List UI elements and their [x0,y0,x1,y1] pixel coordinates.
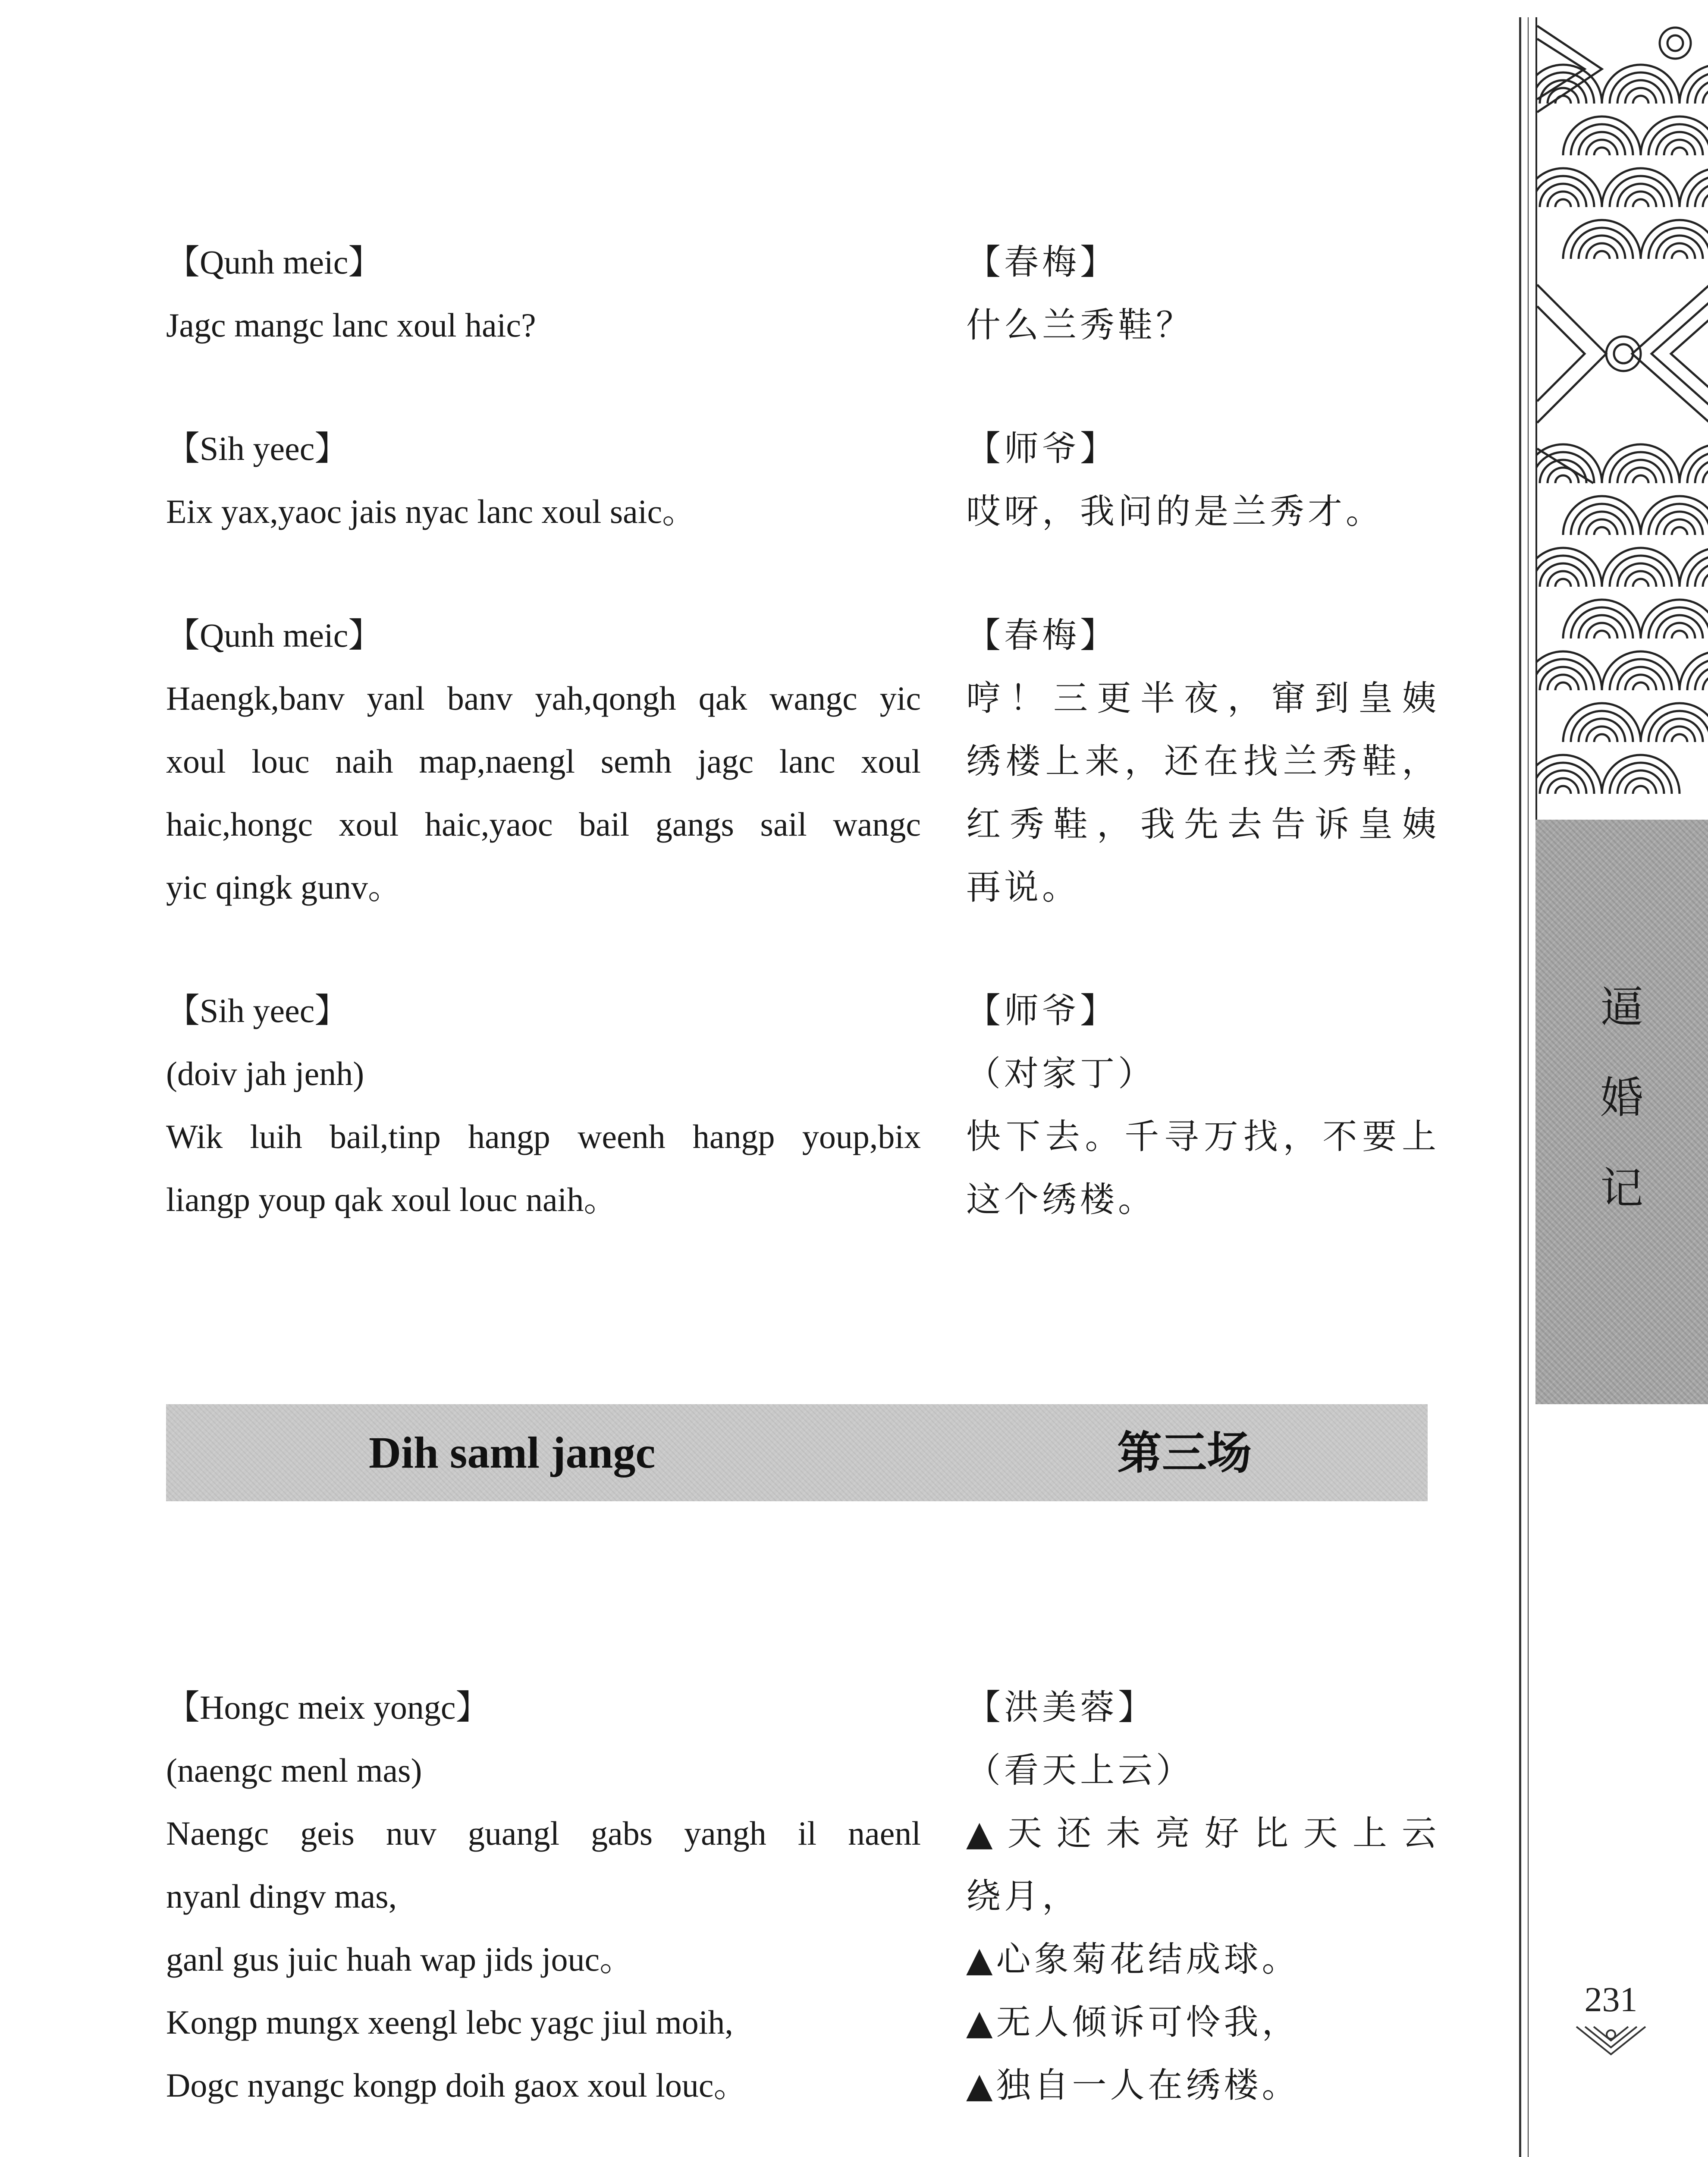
dialogue-block-3-pinyin [166,604,921,919]
dialogue-line: Jagc mangc lanc xoul haic? [166,306,536,344]
dialogue-line: 什么兰秀鞋？ [966,305,1194,345]
lyric-line: ▲心象菊花结成球。 [966,1939,1300,1979]
margin-rule [1519,17,1521,2157]
speaker-label: 【师爷】 [966,990,1118,1031]
stage-direction: （对家丁） [966,1053,1156,1094]
lyric-line: ganl gus juic huah wap jids jouc。 [166,1940,634,1978]
dialogue-line: 哼！三更半夜，窜到皇姨 [966,678,1436,718]
lyric-line: ▲无人倾诉可怜我， [966,2002,1300,2042]
dialogue-line: 快下去。千寻万找，不要上 [966,1116,1436,1157]
dialogue-block-4-pinyin [166,979,921,1231]
scene-title-pinyin: Dih saml jangc [369,1428,656,1478]
dialogue-block-1-chinese [966,231,1436,357]
dialogue-block-5-pinyin [166,1676,921,2117]
wave-pattern-icon [1537,17,1708,820]
dialogue-line: 绣楼上来，还在找兰秀鞋， [966,741,1436,781]
page-number: 231 [1584,1980,1638,2019]
page-ornament-icon [1574,2023,1648,2058]
speaker-label: 【Sih yeec】 [166,430,349,467]
dialogue-line: 这个绣楼。 [966,1179,1156,1220]
lyric-line: Dogc nyangc kongp doih gaox xoul louc。 [166,2066,747,2104]
dialogue-line: Haengk,banv yanl banv yah,qongh qak wangc yic [166,679,921,717]
speaker-label: 【春梅】 [966,615,1118,655]
speaker-label: 【Sih yeec】 [166,992,349,1029]
dialogue-block-2-pinyin [166,417,921,543]
book-title-char: 逼 [1600,982,1643,1032]
lyric-line: nyanl dingv mas, [166,1877,397,1915]
lyric-line: Kongp mungx xeengl lebc yagc jiul moih, [166,2003,733,2041]
dialogue-line: Eix yax,yaoc jais nyac lanc xoul saic。 [166,493,696,530]
speaker-label: 【Qunh meic】 [166,243,382,281]
dialogue-line: 红秀鞋，我先去告诉皇姨 [966,804,1436,844]
speaker-label: 【洪美蓉】 [966,1687,1156,1727]
dialogue-line: haic,hongc xoul haic,yaoc bail gangs sail wangc [166,805,921,843]
decorative-wave-pattern [1535,17,1708,820]
dialogue-block-4-chinese [966,979,1436,1231]
lyric-line: ▲独自一人在绣楼。 [966,2065,1300,2105]
dialogue-line: liangp youp qak xoul louc naih。 [166,1181,618,1218]
dialogue-block-2-chinese [966,417,1436,543]
dialogue-line: xoul louc naih map,naengl semh jagc lanc xoul [166,742,921,780]
book-title-char: 婚 [1600,1072,1643,1123]
lyric-line: ▲天还未亮好比天上云 [966,1813,1436,1853]
book-title-char: 记 [1600,1163,1643,1214]
dialogue-line: 哎呀，我问的是兰秀才。 [966,491,1384,531]
stage-direction: （看天上云） [966,1750,1194,1790]
lyric-line: 绕月， [966,1876,1080,1916]
book-title-vertical [1592,962,1652,1234]
stage-direction: (naengc menl mas) [166,1751,422,1789]
speaker-label: 【春梅】 [966,242,1118,282]
scene-title-chinese: 第三场 [1117,1427,1252,1479]
stage-direction: (doiv jah jenh) [166,1055,364,1092]
dialogue-block-5-chinese [966,1676,1436,2117]
speaker-label: 【Hongc meix yongc】 [166,1688,490,1726]
scene-banner [166,1404,1428,1501]
dialogue-line: Wik luih bail,tinp hangp weenh hangp youp,bix [166,1118,921,1155]
lyric-line: Naengc geis nuv guangl gabs yangh il naenl [166,1814,921,1852]
margin-rule-thin [1528,17,1529,2157]
dialogue-block-3-chinese [966,604,1436,919]
speaker-label: 【Qunh meic】 [166,616,382,654]
dialogue-line: 再说。 [966,867,1080,907]
dialogue-block-1-pinyin [166,231,921,357]
dialogue-line: yic qingk gunv。 [166,868,402,906]
speaker-label: 【师爷】 [966,428,1118,469]
